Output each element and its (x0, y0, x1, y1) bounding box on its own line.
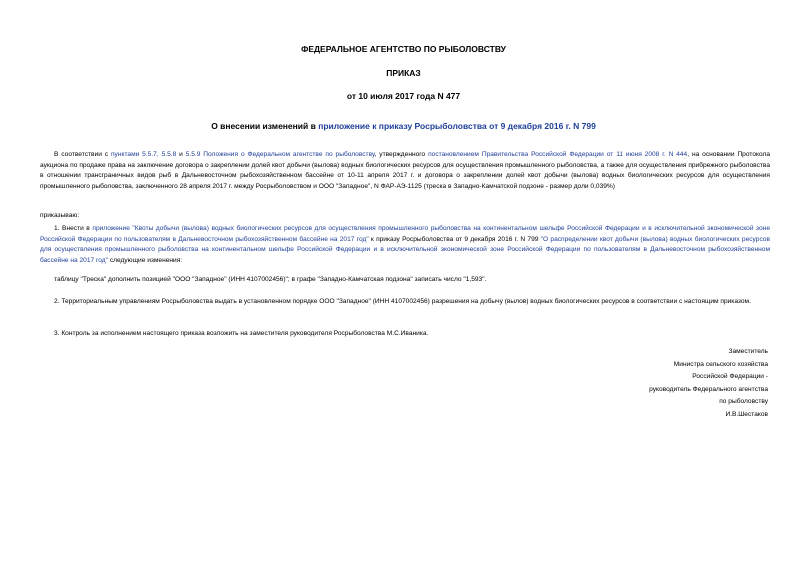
signature-line-3: Российской Федерации - (692, 373, 768, 380)
item-1-link-appendix[interactable]: приложение "Квоты добычи (вылова) водных биологических ресурсов для осуществления промышленного рыболовства на континентальном шельфе Российской Федерации и в исключительной экономической зоне Российской Федерации по пользователям в Дальневосточном рыбохозяйственном бассейне на 2017 год" (40, 225, 770, 243)
agency-title: ФЕДЕРАЛЬНОЕ АГЕНТСТВО ПО РЫБОЛОВСТВУ (301, 44, 506, 54)
preamble-text-3: , утвержденного (374, 151, 429, 158)
preamble-text-4: , на основании Протокола аукциона по продаже права на заключение договора о закреплении долей квот добычи (вылова) водных биологических ресурсов для осуществления промышленного рыболовства, а также для осуществления прибрежного рыболовства в отношении трансграничных видов рыб в Дальневосточном рыбохозяйственном бассейне от 10-11 апреля 2017 г. и договора о закреплении долей квот добычи (вылова) водных биологических ресурсов для осуществления промышленного рыболовства, заключенного 28 апреля 2017 г. между Росрыболовством и ООО "Западное", N ФАР-АЭ-1125 (треска в Западно-Камчатской подзоне - размер доли 0,039%) (40, 151, 770, 190)
signature-name: И.В.Шестаков (725, 410, 768, 418)
signature-line-4: руководитель Федерального агентства (649, 385, 768, 393)
item-1-link-order[interactable]: "О распределении квот добычи (вылова) водных биологических ресурсов для осуществления промышленного рыболовства на континентальном шельфе Российской Федерации и в исключительной экономической зоне Российской Федерации по пользователям в Дальневосточном рыбохозяйственном бассейне на 2017 год" (40, 235, 770, 264)
doc-subject (0, 121, 807, 131)
signature-line-5: по рыболовству (719, 398, 768, 405)
preamble-link-regulation[interactable]: 5.5.9 Положения о Федеральном агентстве по рыболовству (185, 151, 375, 158)
doc-date-number: от 10 июля 2017 года N 477 (346, 91, 461, 101)
signature-line-2: Министра сельского хозяйства (673, 360, 768, 368)
doc-type-title: ПРИКАЗ (386, 68, 421, 78)
preamble-link-decree[interactable]: постановлением Правительства Российской Федерации от 11 июня 2008 г. N 444 (428, 151, 688, 158)
item-1-text-3: следующие изменения: (108, 256, 183, 264)
item-1-text-2: к приказу Росрыболовства от 9 декабря 2016 г. N 799 (368, 235, 541, 243)
signature-block (468, 346, 768, 421)
preamble-paragraph (40, 150, 770, 192)
order-word: приказываю: (40, 212, 80, 219)
item-1-text-1: 1. Внести в (54, 225, 93, 232)
preamble-link-points[interactable]: пунктами 5.5.7, 5.5.8 (110, 151, 177, 158)
preamble-text-1: В соответствии с (54, 151, 111, 158)
subject-prefix: О внесении изменений в (211, 121, 319, 131)
preamble-text-2: и (176, 151, 186, 158)
signature-line-1: Заместитель (728, 348, 768, 355)
item-3-paragraph: 3. Контроль за исполнением настоящего приказа возложить на заместителя руководителя Росрыболовства М.С.Иваника. (54, 330, 429, 337)
subject-link[interactable]: приложение к приказу Росрыболовства от 9 декабря 2016 г. N 799 (318, 121, 596, 131)
item-1-subparagraph: таблицу "Треска" дополнить позицией "ООО "Западное" (ИНН 4107002456)"; в графе "Западно-Камчатская подзона" записать число "1,593". (54, 276, 487, 283)
item-2-paragraph: 2. Территориальным управлениям Росрыболовства выдать в установленном порядке ООО "Западное" (ИНН 4107002456) разрешения на добычу (вылов) водных биологических ресурсов в соответствии с настоящим приказом. (54, 298, 751, 305)
item-1-paragraph (40, 224, 770, 266)
